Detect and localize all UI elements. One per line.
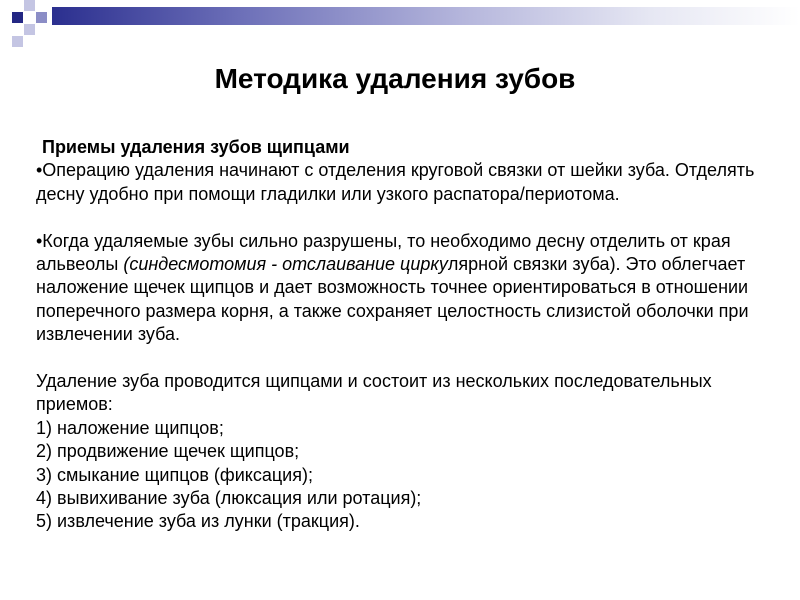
slide-body	[36, 136, 776, 534]
paragraph-2-text: •Когда удаляемые зубы сильно разрушены, то необходимо десну отделить от края альвеолы	[36, 230, 731, 275]
list-item: 2) продвижение щечек щипцов;	[36, 441, 300, 462]
list-item: 3) смыкание щипцов (фиксация);	[36, 464, 313, 485]
list-item: 4) вывихивание зуба (люксация или ротация);	[36, 488, 422, 509]
list-item: 1) наложение щипцов;	[36, 417, 224, 438]
header-square	[12, 36, 23, 47]
list-item: 5) извлечение зуба из лунки (тракция).	[36, 511, 360, 532]
header-gradient-bar	[52, 7, 800, 25]
paragraph-2-italic: (синдесмотомия - отслаивание цирку	[123, 254, 448, 275]
spacer	[36, 347, 776, 370]
section-heading: Приемы удаления зубов щипцами	[42, 137, 350, 157]
slide-title: Методика удаления зубов	[214, 63, 576, 94]
paragraph-1: •Операцию удаления начинают с отделения круговой связки от шейки зуба. Отделять десну удобно при помощи гладилки или узкого распатора/периотома.	[36, 160, 755, 204]
header-square	[36, 12, 47, 23]
header-square	[12, 12, 23, 23]
paragraph-2-text-end: лярной связки зуба). Это облегчает наложение щечек щипцов и дает возможность точнее ориентироваться в отношении поперечного размера корня, а также сохраняет целостность слизистой оболочки при извлечении зуба.	[36, 254, 749, 345]
steps-intro: Удаление зуба проводится щипцами и состоит из нескольких последовательных приемов:	[36, 371, 712, 415]
spacer	[36, 206, 776, 229]
header-square	[24, 24, 35, 35]
header-square	[24, 0, 35, 11]
header-decoration	[0, 0, 800, 48]
paragraph-2	[36, 230, 776, 347]
